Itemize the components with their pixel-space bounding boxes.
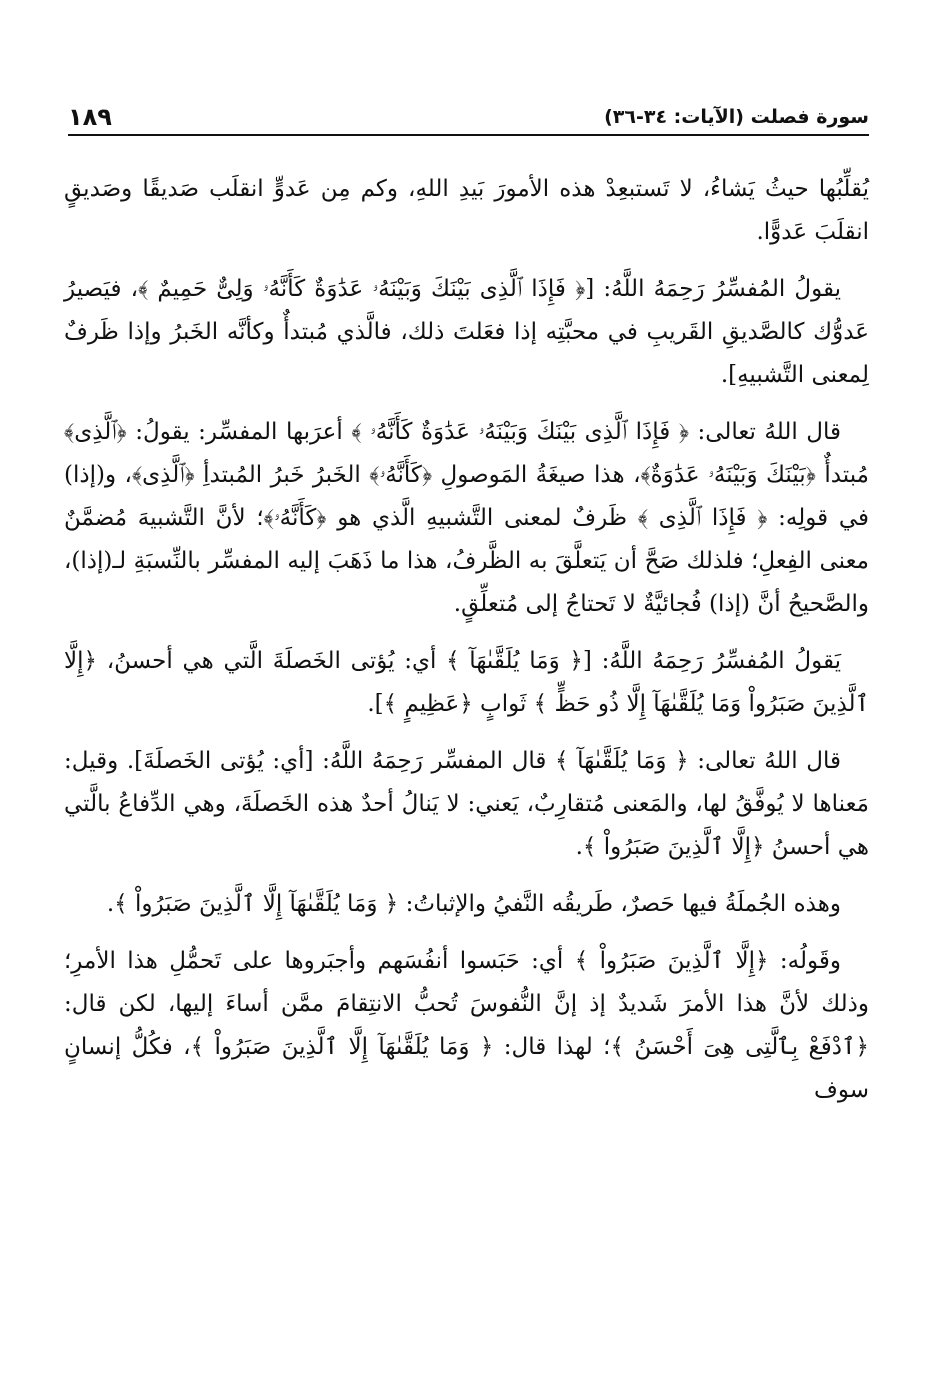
paragraph: وهذه الجُملَةُ فيها حَصرٌ، طَريقُه النَّفيُ والإثباتُ: ﴿ وَمَا يُلَقَّىٰهَآ إِلَّا ٱلَّذِينَ صَبَرُواْ ﴾. [106, 891, 841, 917]
page-number: ١٨٩ [68, 103, 112, 131]
page-body [64, 168, 869, 1126]
paragraph: يقولُ المُفسِّرُ رَحِمَهُ اللَّهُ: [﴿ فَإِذَا ٱلَّذِى بَيْنَكَ وَبَيْنَهُۥ عَدَٰوَةٌ كَأَنَّهُۥ وَلِىٌّ حَمِيمٌ ﴾، فيَصيرُ عَدوُّك كالصَّديقِ القَريبِ في محبَّتِه إذا فعَلتَ ذلك، فالَّذي مُبتدأٌ وكأنَّه الخَبرُ وإذا ظَرفٌ لِمعنى التَّشبيهِ]. [64, 276, 869, 388]
paragraph: قال اللهُ تعالى: ﴿ فَإِذَا ٱلَّذِى بَيْنَكَ وَبَيْنَهُۥ عَدَٰوَةٌ كَأَنَّهُۥ ﴾ أعرَبها المفسِّر: يقولُ: ﴿ٱلَّذِى﴾ مُبتدأٌ ﴿بَيْنَكَ وَبَيْنَهُۥ عَدَٰوَةٌ﴾، هذا صيغَةُ المَوصولِ ﴿كَأَنَّهُۥ﴾ الخَبرُ خَبرُ المُبتدأِ ﴿ٱلَّذِى﴾، و(إذا) في قولِه: ﴿ فَإِذَا ٱلَّذِى ﴾ ظَرفٌ لمعنى التَّشبيهِ الَّذي هو ﴿كَأَنَّهُۥ﴾؛ لأنَّ التَّشبيهَ مُضمَّنٌ معنى الفِعلِ؛ فلذلك صَحَّ أن يَتعلَّقَ به الظَّرفُ، هذا ما ذَهَبَ إليه المفسِّر بالنِّسبَةِ لـ(إذا)، والصَّحيحُ أنَّ (إذا) فُجائيَّةٌ لا تَحتاجُ إلى مُتعلِّقٍ. [64, 419, 869, 617]
paragraph: قال اللهُ تعالى: ﴿ وَمَا يُلَقَّىٰهَآ ﴾ قال المفسِّر رَحِمَهُ اللَّهُ: [أي: يُؤتى الخَصلَةَ]. وقيل: مَعناها لا يُوفَّقُ لها، والمَعنى مُتقارِبٌ، يَعني: لا يَنالُ أحدٌ هذه الخَصلَةَ، وهي الدِّفاعُ بالَّتي هي أحسنُ ﴿إِلَّا ٱلَّذِينَ صَبَرُواْ ﴾. [64, 748, 869, 860]
page-header [68, 96, 869, 132]
paragraph: يَقولُ المُفسِّرُ رَحِمَهُ اللَّهُ: [﴿ وَمَا يُلَقَّىٰهَآ ﴾ أي: يُؤتى الخَصلَةَ الَّتي هي أحسنُ، ﴿إِلَّا ٱلَّذِينَ صَبَرُواْ وَمَا يُلَقَّىٰهَآ إِلَّا ذُو حَظٍّ ﴾ ثَوابٍ ﴿عَظِيمٍ ﴾]. [64, 648, 869, 717]
paragraph: يُقلِّبُها حيثُ يَشاءُ، لا تَستبعِدْ هذه الأمورَ بَيدِ اللهِ، وكم مِن عَدوٍّ انقلَب صَديقًا وصَديقٍ انقلَبَ عَدوًّا. [64, 176, 869, 245]
paragraph: وقَولُه: ﴿إِلَّا ٱلَّذِينَ صَبَرُواْ ﴾ أي: حَبَسوا أنفُسَهم وأجبَروها على تَحمُّلِ هذا الأمرِ؛ وذلك لأنَّ هذا الأمرَ شَديدٌ إذ إنَّ النُّفوسَ تُحبُّ الانتِقامَ ممَّن أساءَ إليها، لكن قال: ﴿ٱدْفَعْ بِٱلَّتِى هِىَ أَحْسَنُ ﴾؛ لهذا قال: ﴿ وَمَا يُلَقَّىٰهَآ إِلَّا ٱلَّذِينَ صَبَرُواْ ﴾، فكُلُّ إنسانٍ سوف [64, 948, 869, 1103]
running-title: سورة فصلت (الآيات: ٣٤-٣٦) [604, 106, 869, 128]
header-rule [68, 134, 869, 136]
